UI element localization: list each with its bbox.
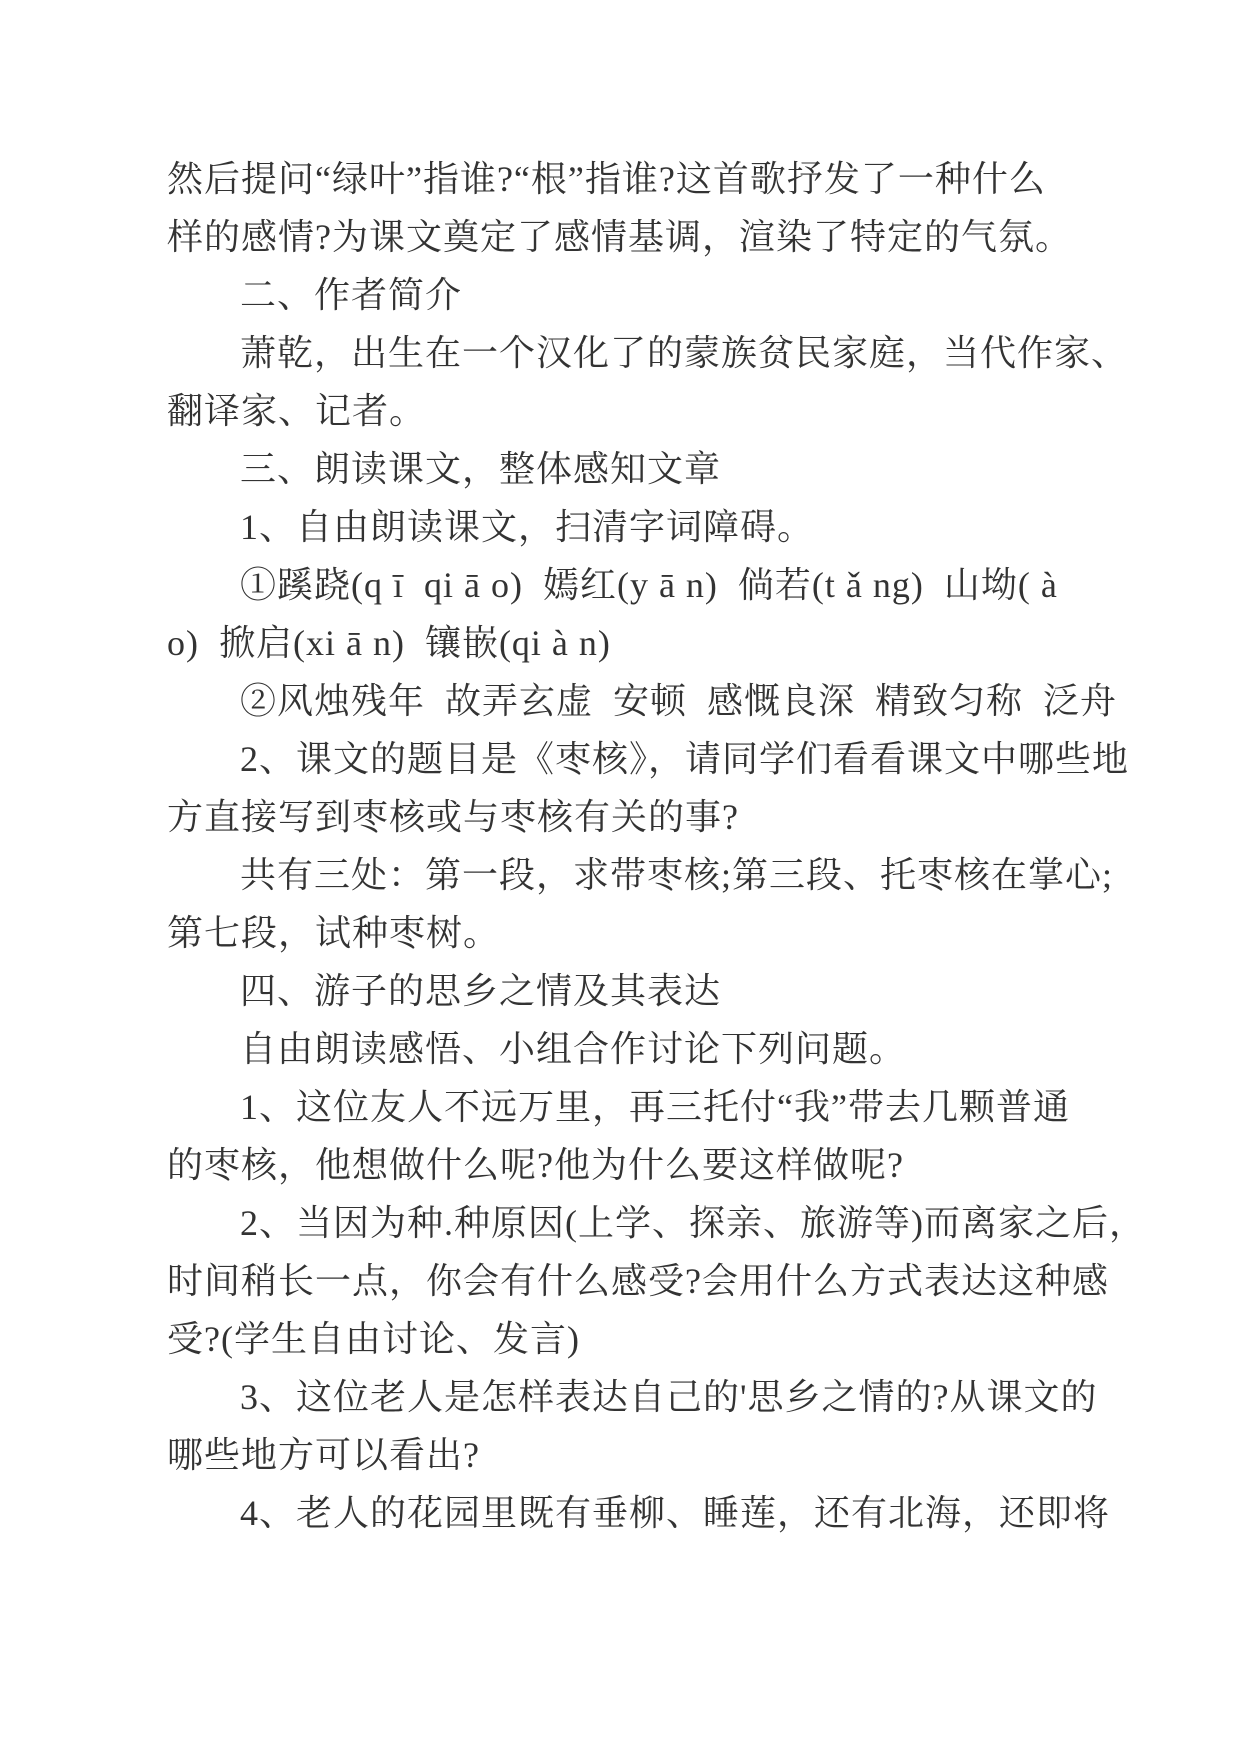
text-line: 受?(学生自由讨论、发言) — [167, 1319, 580, 1359]
text-line: 自由朗读感悟、小组合作讨论下列问题。 — [240, 1029, 907, 1069]
text-line: 2、当因为种.种原因(上学、探亲、旅游等)而离家之后， — [240, 1203, 1146, 1243]
text-line: 二、作者简介 — [240, 275, 463, 315]
text-line: 共有三处：第一段，求带枣核;第三段、托枣核在掌心; — [240, 855, 1114, 895]
text-line: 3、这位老人是怎样表达自己的'思乡之情的?从课文的 — [240, 1377, 1098, 1417]
text-line: 萧乾，出生在一个汉化了的蒙族贫民家庭，当代作家、 — [240, 333, 1129, 373]
text-line: 翻译家、记者。 — [167, 391, 427, 431]
text-line: ②风烛残年 故弄玄虚 安顿 感慨良深 精致匀称 泛舟 — [240, 681, 1118, 721]
text-line: o) 掀启(xi ā n) 镶嵌(qi à n) — [167, 623, 611, 663]
text-line: 时间稍长一点，你会有什么感受?会用什么方式表达这种感 — [167, 1261, 1109, 1301]
document-text — [167, 150, 1146, 1542]
text-line: 第七段，试种枣树。 — [167, 913, 501, 953]
text-line: ①蹊跷(q ī qi ā o) 嫣红(y ā n) 倘若(t ǎ ng) 山坳( à — [240, 565, 1058, 605]
text-line: 1、自由朗读课文，扫清字词障碍。 — [240, 507, 815, 547]
text-line: 样的感情?为课文奠定了感情基调，渲染了特定的气氛。 — [167, 217, 1072, 257]
text-line: 四、游子的思乡之情及其表达 — [240, 971, 722, 1011]
text-line: 2、课文的题目是《枣核》，请同学们看看课文中哪些地 — [240, 739, 1130, 779]
text-line: 4、老人的花园里既有垂柳、睡莲，还有北海，还即将 — [240, 1493, 1111, 1533]
text-line: 三、朗读课文，整体感知文章 — [240, 449, 722, 489]
text-line: 的枣核，他想做什么呢?他为什么要这样做呢? — [167, 1145, 904, 1185]
text-line: 方直接写到枣核或与枣核有关的事? — [167, 797, 739, 837]
text-line: 然后提问“绿叶”指谁?“根”指谁?这首歌抒发了一种什么 — [167, 159, 1046, 199]
text-line: 哪些地方可以看出? — [167, 1435, 480, 1475]
text-line: 1、这位友人不远万里，再三托付“我”带去几颗普通 — [240, 1087, 1070, 1127]
